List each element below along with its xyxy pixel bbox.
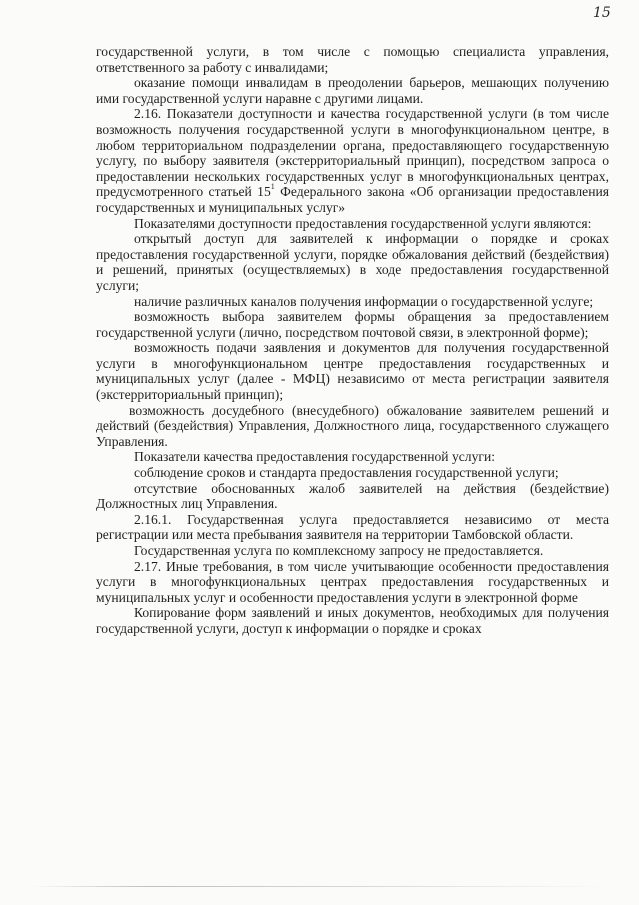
paragraph-2-16 xyxy=(96,106,609,215)
paragraph: государственной услуги, в том числе с помощью специалиста управления, ответственного за работу с инвалидами; xyxy=(96,44,609,75)
paragraph: Показателями доступности предоставления государственной услуги являются: xyxy=(134,215,592,231)
paragraph-text: 2.16. Показатели доступности и качества государственной услуги (в том числе возможность получения государственной услуги в многофункциональном центре, в любом территориальном подразделении органа, предоставляющего государственную услугу, по выбору заявителя (экстерриториальный принцип), посредством запроса о предоставлении нескольких государственных услуг в многофункциональных центрах, предусмотренного статьей 15 xyxy=(96,106,609,200)
paragraph: Копирование форм заявлений и иных документов, необходимых для получения государственной услуги, доступ к информации о порядке и сроках xyxy=(96,605,609,636)
paragraph-text: Федерального закона «Об организации предоставления государственных и муниципальных услуг» xyxy=(96,184,609,215)
paragraph: оказание помощи инвалидам в преодолении барьеров, мешающих получению ими государственной услуги наравне с другими лицами. xyxy=(96,75,609,106)
paragraph: открытый доступ для заявителей к информации о порядке и сроках предоставления государственной услуги, порядке обжалования действий (бездействия) и решений, принятых (осуществляемых) в ходе предоставления государственной услуги; xyxy=(96,231,609,293)
paragraph: наличие различных каналов получения информации о государственной услуге; xyxy=(134,293,594,309)
paragraph: соблюдение сроков и стандарта предоставления государственной услуги; xyxy=(134,465,559,481)
paragraph: Показатели качества предоставления государственной услуги: xyxy=(134,449,495,465)
paragraph: 2.16.1. Государственная услуга предоставляется независимо от места регистрации или места пребывания заявителя на территории Тамбовской области. xyxy=(96,511,609,543)
paragraph: возможность подачи заявления и документов для получения государственной услуги в многофункциональном центре предоставления государственных и муниципальных услуг (далее - МФЦ) независимо от места регистрации заявителя (экстерриториальный принцип); xyxy=(96,340,609,403)
paragraph: отсутствие обоснованных жалоб заявителей на действия (бездействие) Должностных лиц Управления. xyxy=(96,480,609,512)
paragraph: возможность выбора заявителем формы обращения за предоставлением государственной услуги (лично, посредством почтовой связи, в электронной форме); xyxy=(96,309,609,340)
superscript: 1 xyxy=(270,182,275,192)
paragraph: возможность досудебного (внесудебного) обжалование заявителем решений и действий (бездействия) Управления, Должностного лица, государственного служащего Управления. xyxy=(96,402,609,449)
paragraph: Государственная услуга по комплексному запросу не предоставляется. xyxy=(134,543,544,558)
scan-edge-line xyxy=(30,886,610,887)
page-number: 15 xyxy=(593,5,611,21)
document-body xyxy=(96,44,609,637)
paragraph-2-17: 2.17. Иные требования, в том числе учитывающие особенности предоставления услуги в многофункциональных центрах предоставления государственных и муниципальных услуг и особенности предоставления услуги в электронной форме xyxy=(96,558,609,605)
